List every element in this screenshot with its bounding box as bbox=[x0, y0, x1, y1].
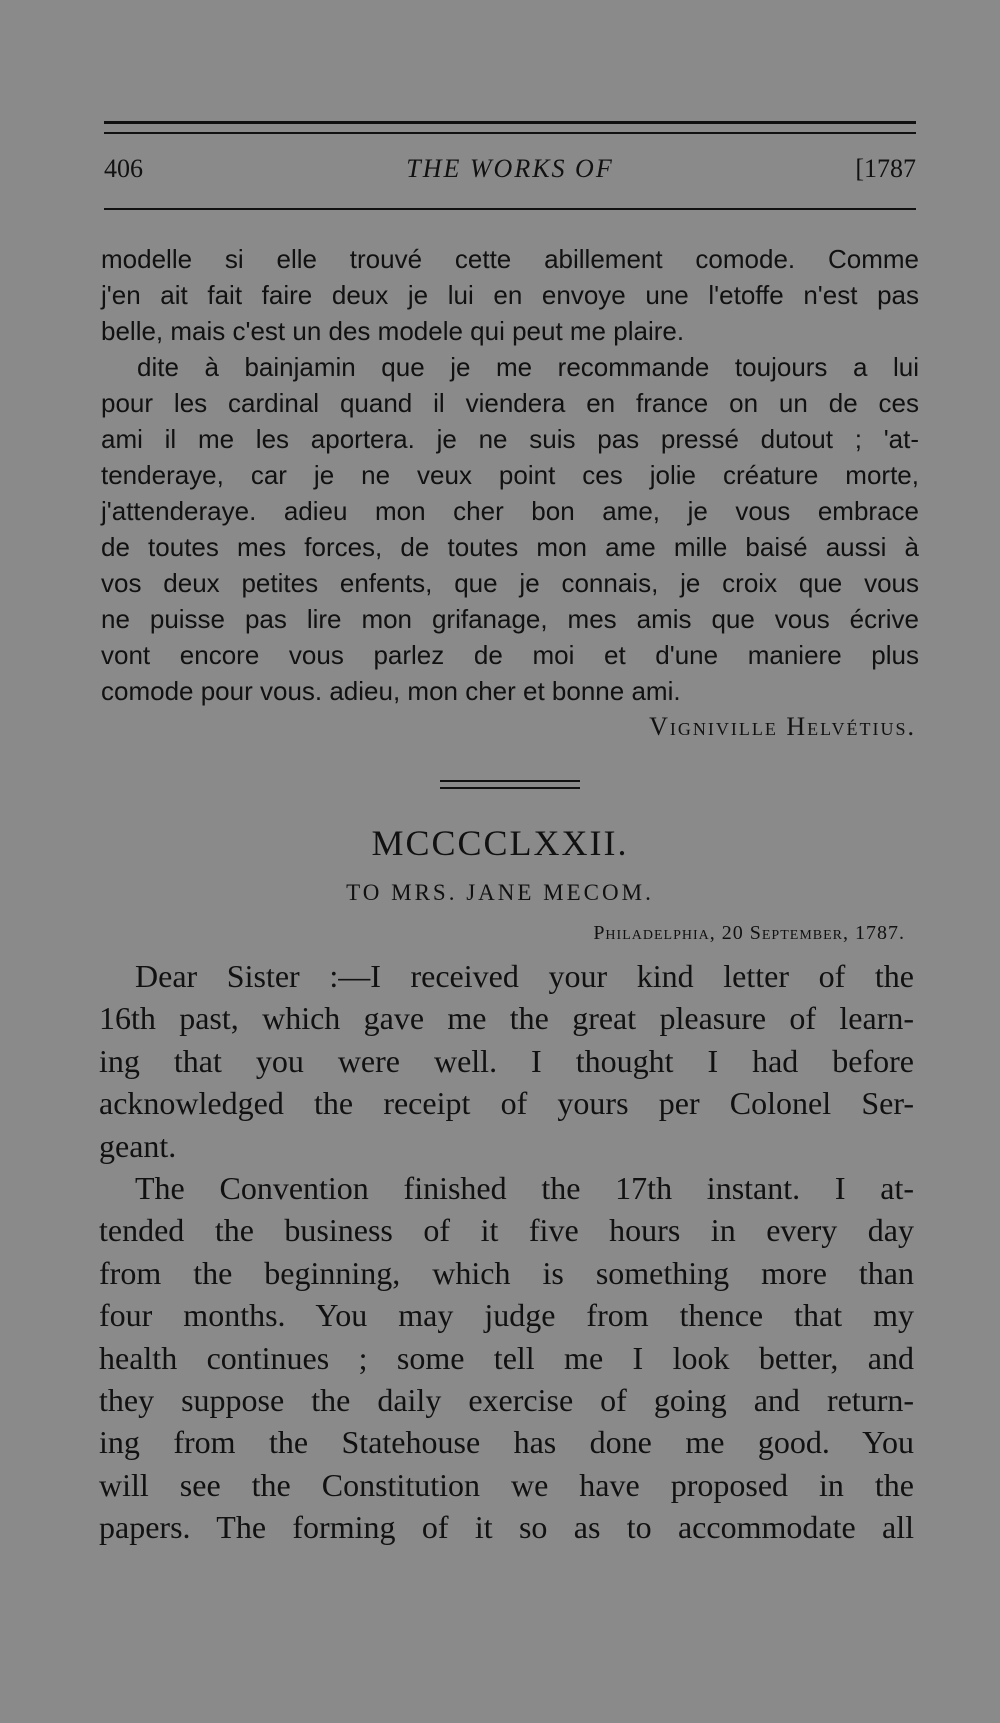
page-header bbox=[104, 154, 916, 194]
text-line: tenderaye, car je ne veux point ces jolie créature morte, bbox=[101, 460, 919, 490]
text-line: dite à bainjamin que je me recommande toujours a lui bbox=[137, 352, 919, 382]
text-line: comode pour vous. adieu, mon cher et bonne ami. bbox=[101, 676, 681, 706]
running-title: THE WORKS OF bbox=[406, 154, 614, 183]
letter-body bbox=[99, 955, 914, 1548]
page-number: 406 bbox=[104, 154, 143, 183]
text-line: four months. You may judge from thence that my bbox=[99, 1297, 914, 1334]
previous-letter-text bbox=[101, 241, 919, 709]
letter-dateline: Philadelphia, 20 September, 1787. bbox=[593, 922, 905, 944]
text-line: ami il me les aportera. je ne suis pas pressé dutout ; 'at- bbox=[101, 424, 919, 454]
header-rule-top-thin bbox=[104, 132, 916, 134]
section-divider bbox=[440, 780, 580, 782]
text-line: vos deux petites enfents, que je connais, je croix que vous bbox=[101, 568, 919, 598]
text-line: will see the Constitution we have proposed in the bbox=[99, 1466, 914, 1503]
letter-number: MCCCCLXXII. bbox=[371, 823, 629, 863]
text-line: ing from the Statehouse has done me good. You bbox=[99, 1424, 914, 1461]
text-line: health continues ; some tell me I look better, and bbox=[99, 1339, 914, 1376]
text-line: tended the business of it five hours in every day bbox=[99, 1212, 914, 1249]
text-line: de toutes mes forces, de toutes mon ame mille baisé aussi à bbox=[101, 532, 919, 562]
text-line: geant. bbox=[99, 1127, 177, 1164]
signature: Vigniville Helvétius. bbox=[649, 712, 916, 741]
text-line: j'en ait fait faire deux je lui en envoye une l'etoffe n'est pas bbox=[101, 280, 919, 310]
text-line: acknowledged the receipt of yours per Colonel Ser- bbox=[99, 1085, 914, 1122]
text-line: 16th past, which gave me the great pleasure of learn- bbox=[99, 1000, 914, 1037]
text-line: modelle si elle trouvé cette abillement comode. Comme bbox=[101, 244, 919, 274]
header-rule-bottom bbox=[104, 208, 916, 210]
text-line: The Convention finished the 17th instant. I at- bbox=[135, 1169, 914, 1206]
header-rule-top bbox=[104, 121, 916, 124]
text-line: pour les cardinal quand il viendera en france on un de ces bbox=[101, 388, 919, 418]
text-line: from the beginning, which is something more than bbox=[99, 1254, 914, 1291]
text-line: j'attenderaye. adieu mon cher bon ame, je vous embrace bbox=[101, 496, 919, 526]
text-line: ing that you were well. I thought I had before bbox=[99, 1042, 914, 1079]
text-line: vont encore vous parlez de moi et d'une maniere plus bbox=[101, 640, 919, 670]
text-line: belle, mais c'est un des modele qui peut me plaire. bbox=[101, 316, 685, 346]
text-line: papers. The forming of it so as to accommodate all bbox=[99, 1509, 914, 1546]
text-line: they suppose the daily exercise of going and return- bbox=[99, 1381, 914, 1418]
text-line: ne puisse pas lire mon grifanage, mes amis que vous écrive bbox=[101, 604, 919, 634]
header-year: [1787 bbox=[855, 154, 916, 183]
text-line: Dear Sister :—I received your kind letter of the bbox=[135, 958, 914, 994]
section-divider bbox=[440, 787, 580, 789]
letter-recipient: TO MRS. JANE MECOM. bbox=[346, 880, 654, 905]
